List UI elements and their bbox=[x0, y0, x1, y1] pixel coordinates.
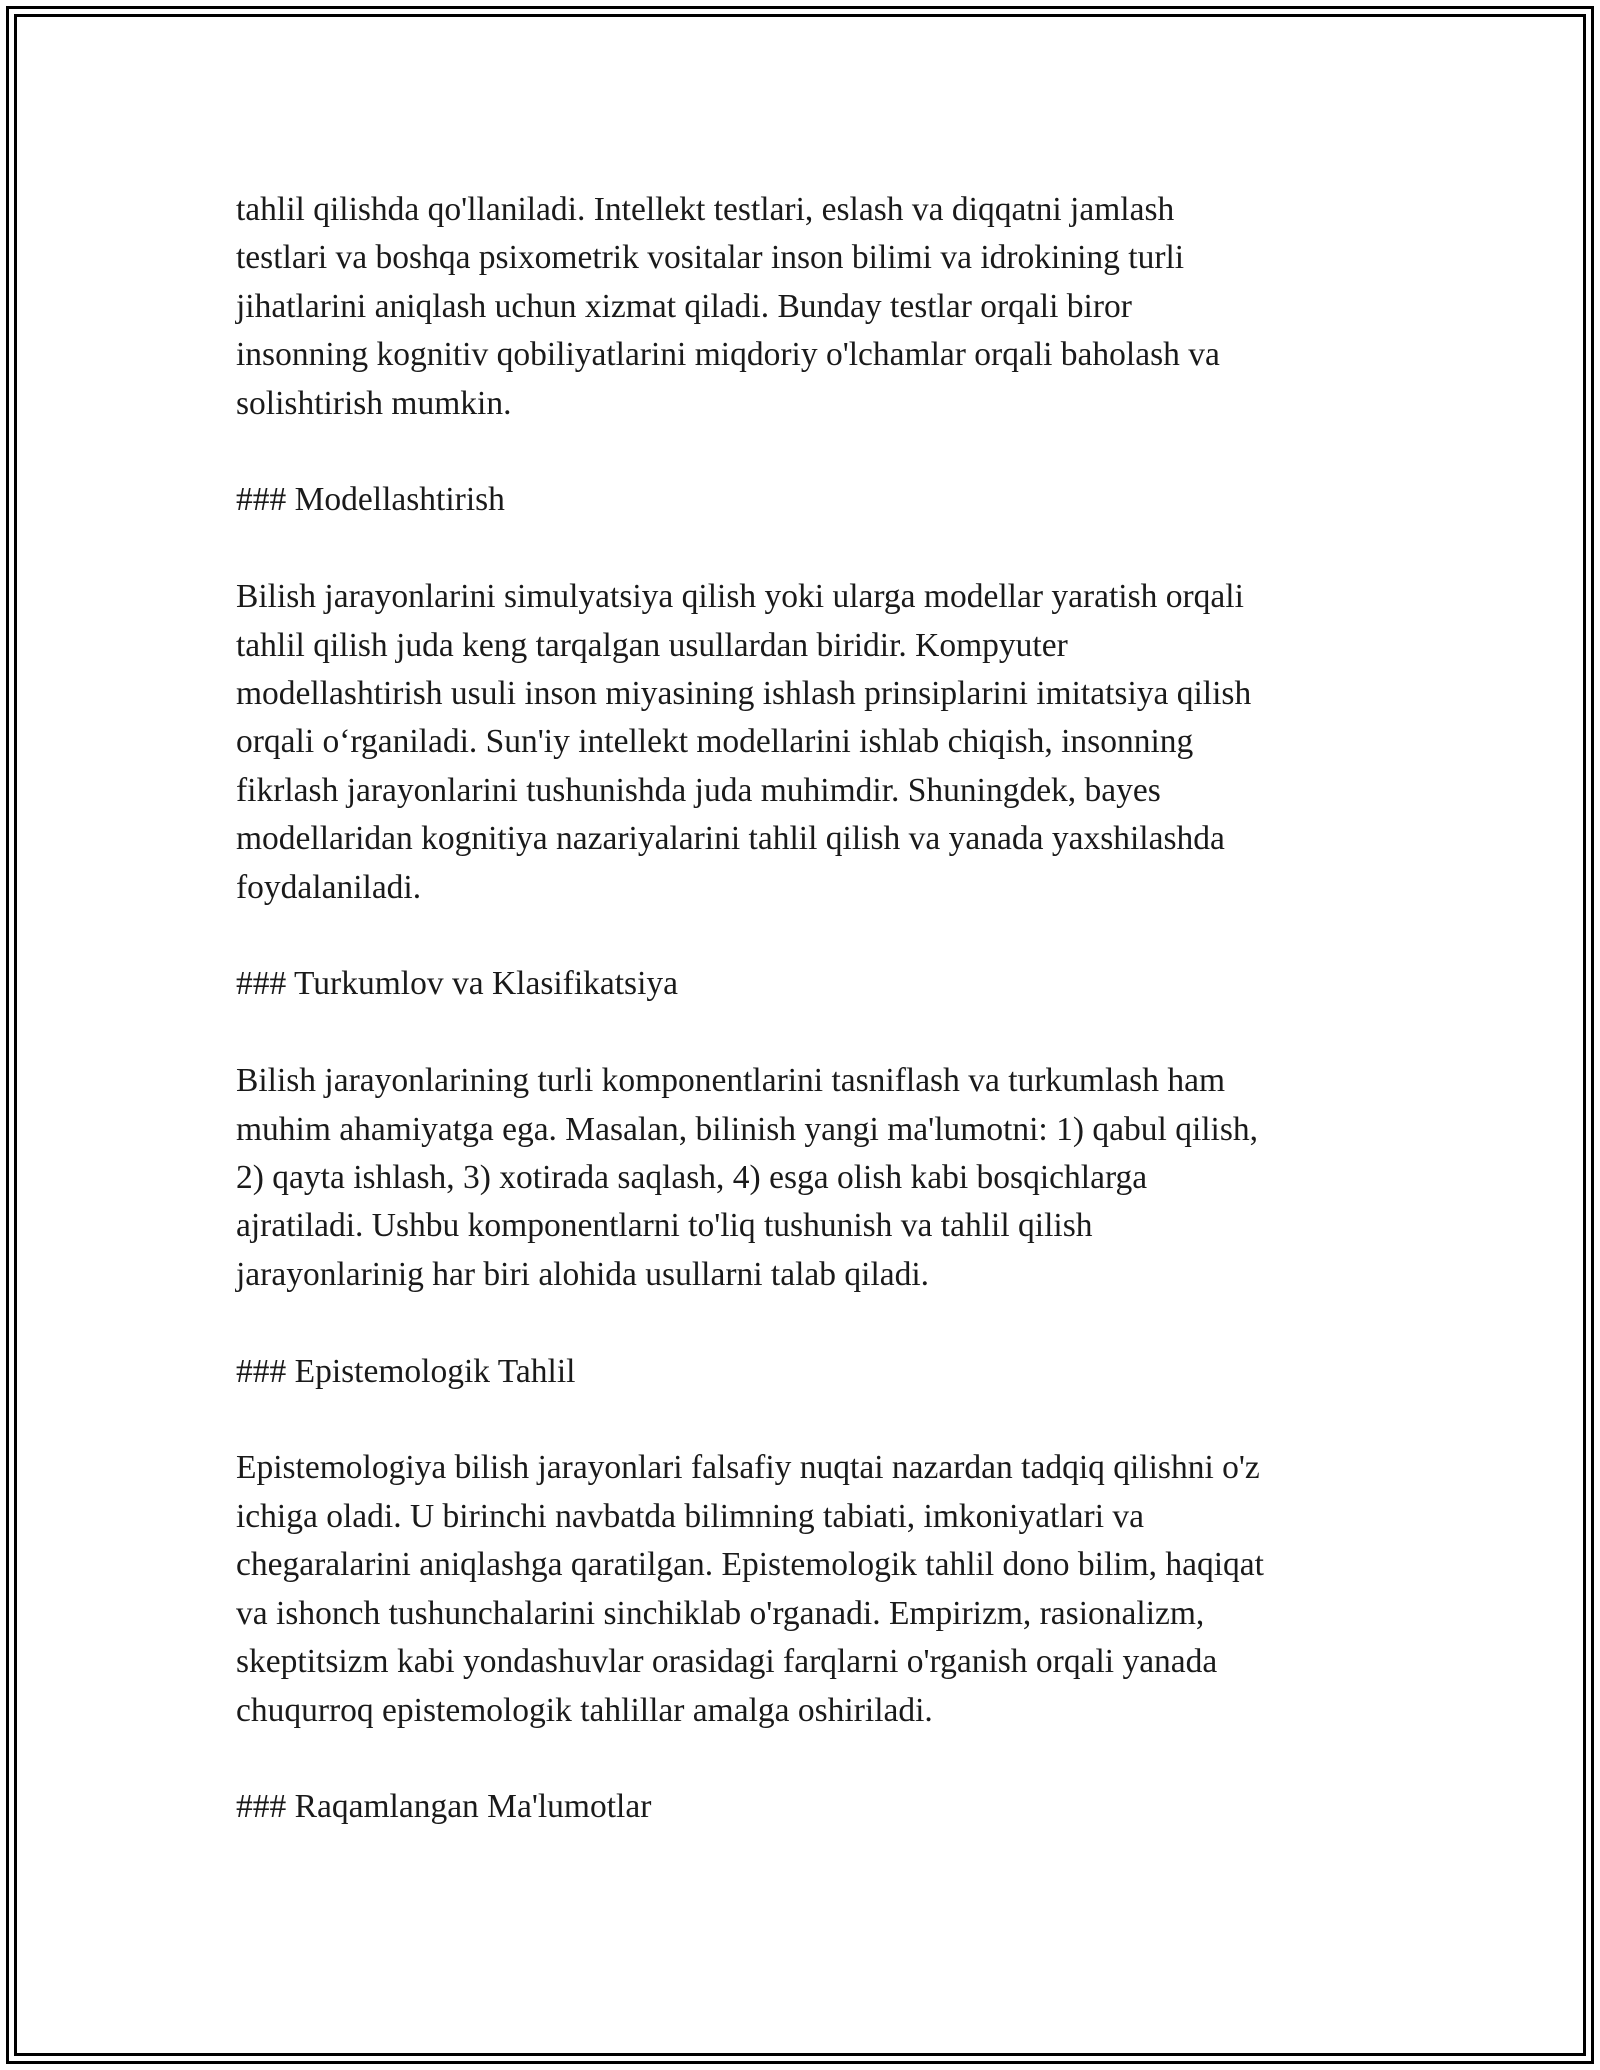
heading-modellashtirish: ### Modellashtirish bbox=[236, 481, 505, 519]
heading-raqamlangan-malumotlar: ### Raqamlangan Ma'lumotlar bbox=[236, 1788, 652, 1826]
heading-epistemologik-tahlil: ### Epistemologik Tahlil bbox=[236, 1352, 576, 1390]
paragraph-intellekt-testlari: tahlil qilishda qo'llaniladi. Intellekt testlari, eslash va diqqatni jamlash testlari va boshqa psixometrik vositalar inson bilimi va idrokining turli jihatlarini aniqlash uchun xizmat qiladi. Bunday testlar orqali biror insonning kognitiv qobiliyatlarini miqdoriy o'lchamlar orqali baholash va solishtirish mumkin. bbox=[236, 191, 1220, 422]
paragraph-modellashtirish: Bilish jarayonlarini simulyatsiya qilish yoki ularga modellar yaratish orqali tahlil qilish juda keng tarqalgan usullardan biridir. Kompyuter modellashtirish usuli inson miyasining ishlash prinsiplarini imitatsiya qilish orqali o‘rganiladi. Sun'iy intellekt modellarini ishlab chiqish, insonning fikrlash jarayonlarini tushunishda juda muhimdir. Shuningdek, bayes modellaridan kognitiya nazariyalarini tahlil qilish va yanada yaxshilashda foydalaniladi. bbox=[236, 578, 1252, 906]
heading-turkumlov: ### Turkumlov va Klasifikatsiya bbox=[236, 965, 679, 1003]
paragraph-turkumlov: Bilish jarayonlarining turli komponentlarini tasniflash va turkumlash ham muhim ahamiyatga ega. Masalan, bilinish yangi ma'lumotni: 1) qabul qilish, 2) qayta ishlash, 3) xotirada saqlash, 4) esga olish kabi bosqichlarga ajratiladi. Ushbu komponentlarni to'liq tushunish va tahlil qilish jarayonlarinig har biri alohida usullarni talab qiladi. bbox=[236, 1062, 1259, 1293]
document-body bbox=[236, 186, 1366, 1880]
paragraph-epistemologik-tahlil: Epistemologiya bilish jarayonlari falsafiy nuqtai nazardan tadqiq qilishni o'z ichiga oladi. U birinchi navbatda bilimning tabiati, imkoniyatlari va chegaralarini aniqlashga qaratilgan. Epistemologik tahlil dono bilim, haqiqat va ishonch tushunchalarini sinchiklab o'rganadi. Empirizm, rasionalizm, skeptitsizm kabi yondashuvlar orasidagi farqlarni o'rganish orqali yanada chuqurroq epistemologik tahlillar amalga oshiriladi. bbox=[236, 1449, 1264, 1729]
